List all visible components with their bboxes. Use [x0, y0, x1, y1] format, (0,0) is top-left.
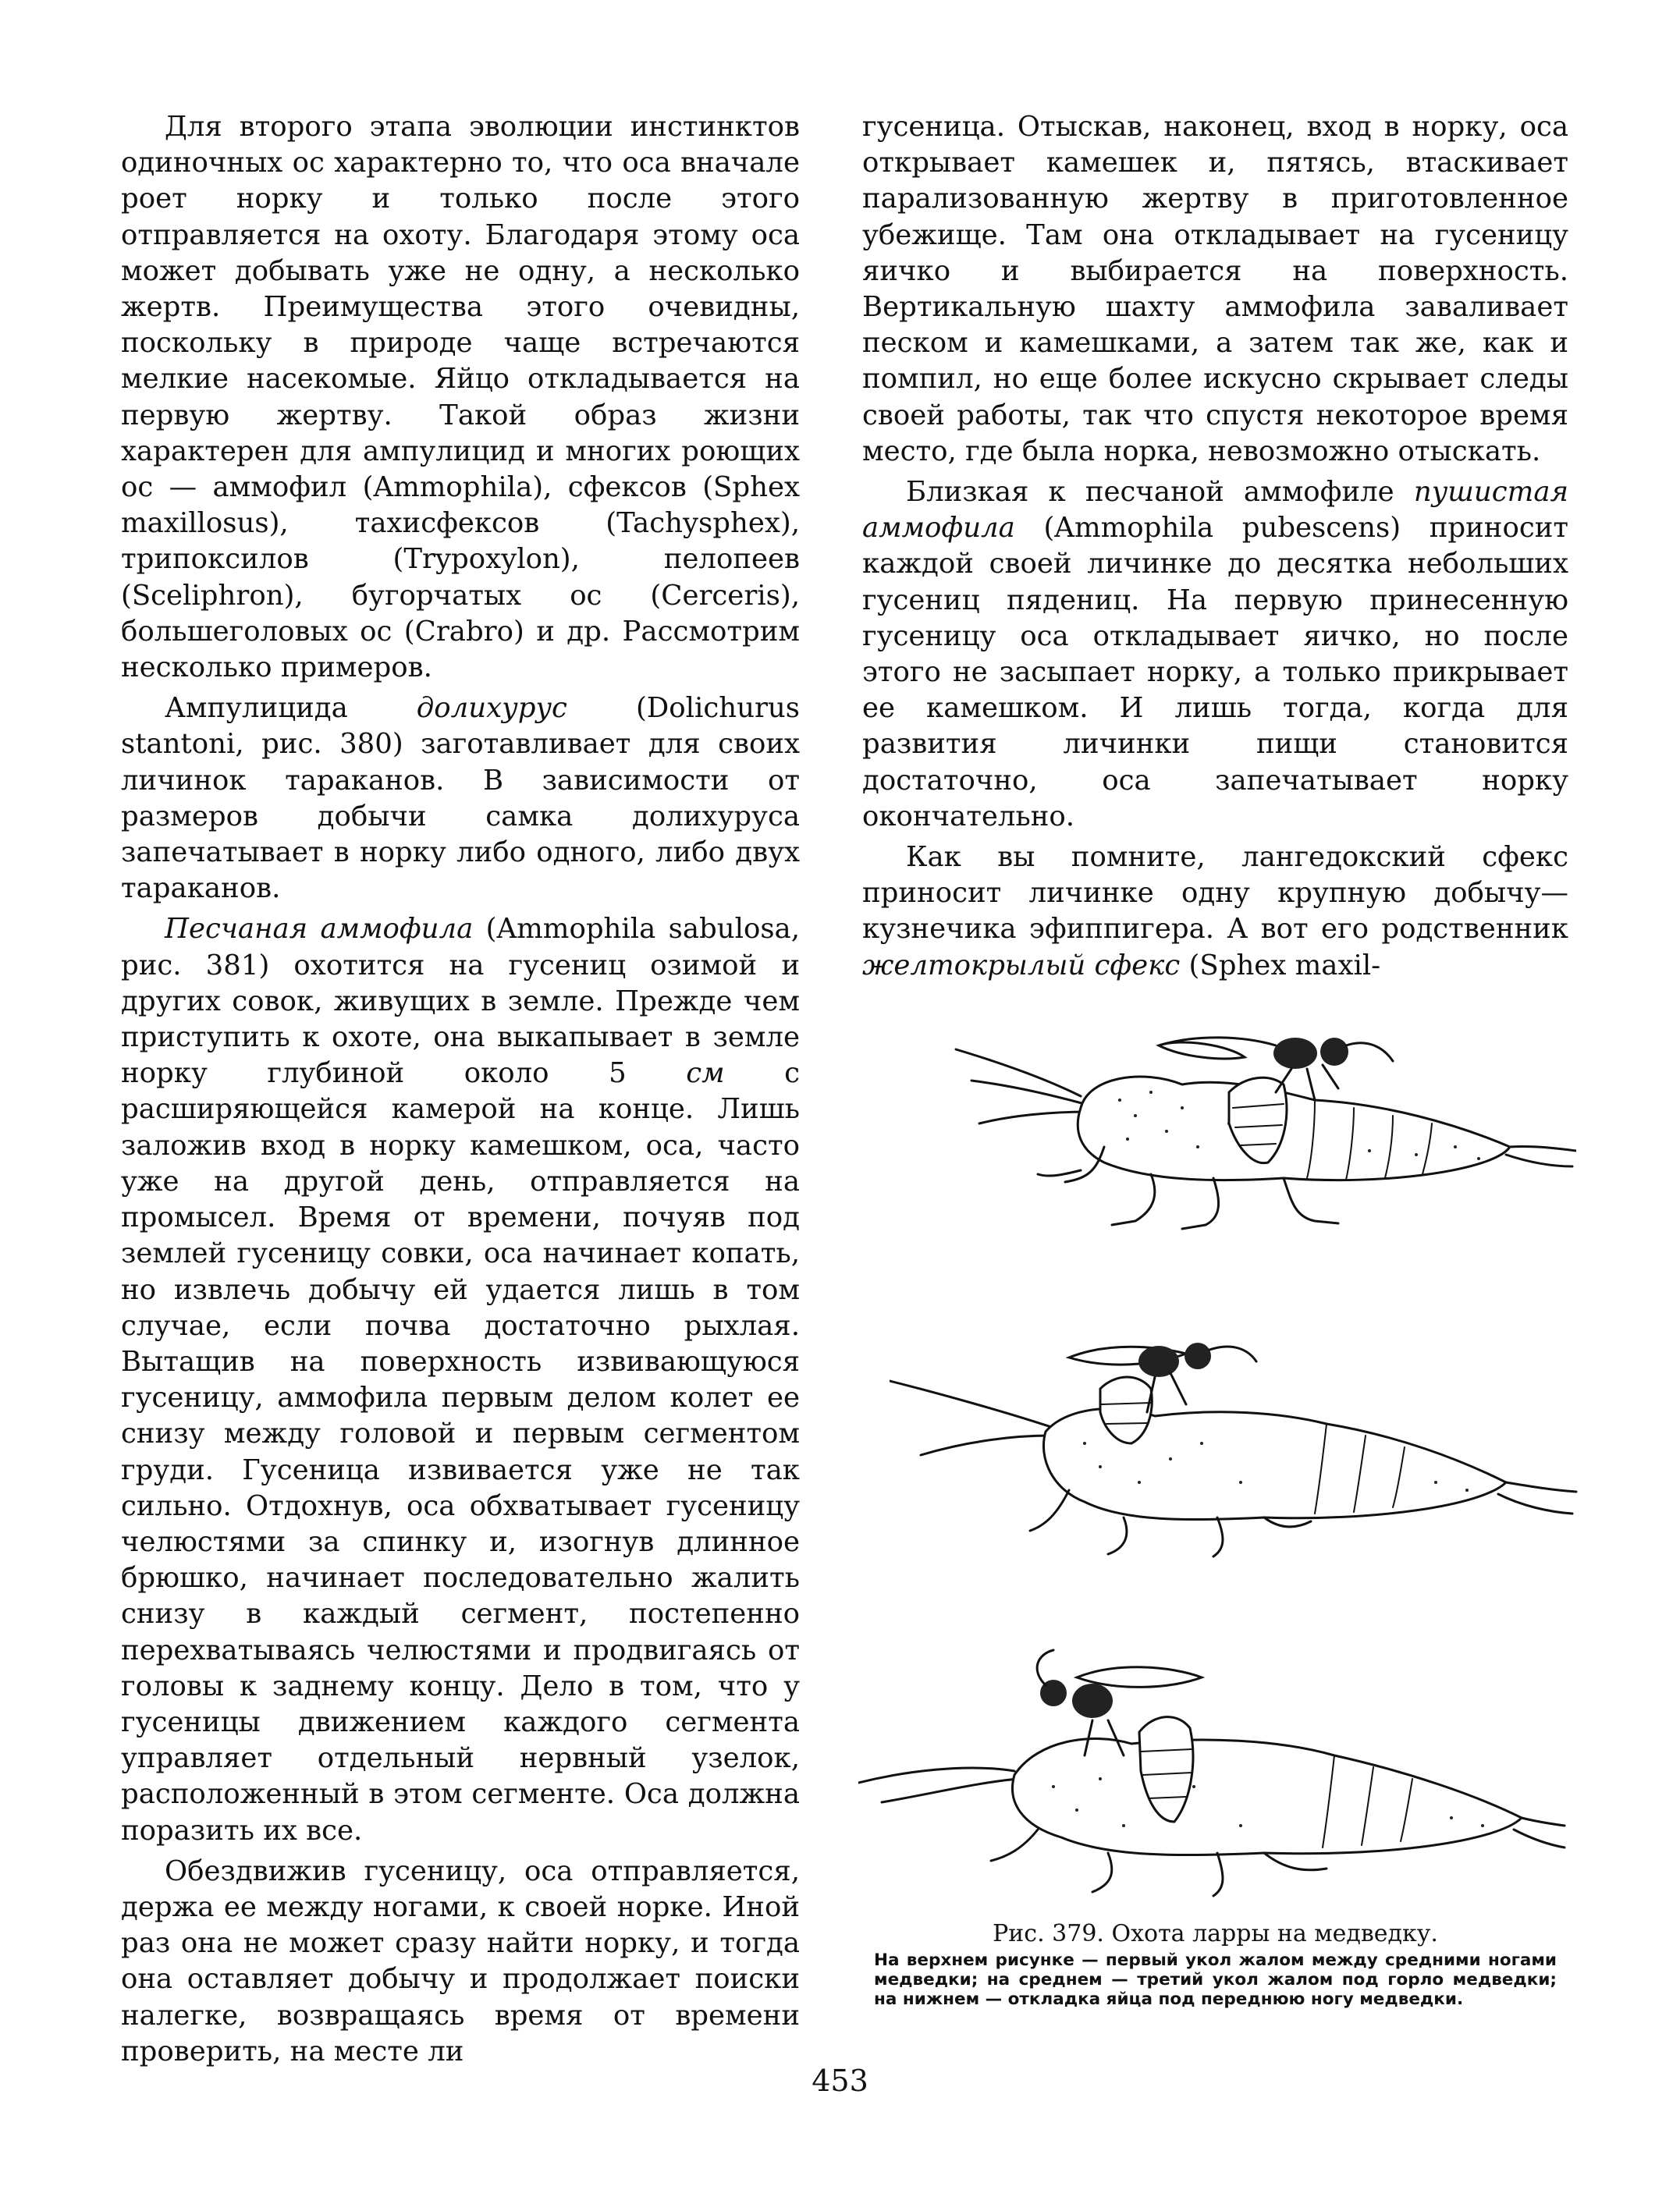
illustration-first-sting: [948, 1014, 1576, 1241]
term-dolichurus: долихурус: [416, 692, 567, 725]
left-column: [121, 109, 800, 2070]
term-sand-ammophila: Песчаная аммофила: [165, 913, 474, 946]
illustration-third-sting: [890, 1326, 1580, 1560]
term-hairy-ammophila: пушистая аммофила: [862, 476, 1568, 545]
paragraph-dolichurus: Ампулицида долихурус (Dolichurus stantoni, рис. 380) заготавливает для своих личинок тараканов. В зависимости от размеров добычи самка долихуруса запечатывает в норку либо одного, либо двух тараканов.: [121, 692, 800, 905]
right-column: [862, 109, 1568, 984]
paragraph-immobilized-caterpillar: Обездвижив гусеницу, оса отправляется, держа ее между ногами, к своей норке. Иной раз она не может сразу найти норку, и тогда она оставляет добычу и продолжает поиски налегке, возвращаясь время от времени проверить, на месте ли: [121, 1855, 800, 2068]
figure-caption: На верхнем рисунке — первый укол жалом между средними ногами медведки; на среднем — третий укол жалом под горло медведки; на нижнем — откладка яйца под переднюю ногу медведки.: [874, 1950, 1557, 2009]
unit-cm: см: [686, 1057, 725, 1090]
paragraph-wasp-evolution: Для второго этапа эволюции инстинктов одиночных ос характерно то, что оса вначале роет норку и только после этого отправляется на охоту. Благодаря этому оса может добывать уже не одну, а несколько жертв. Преимущества этого очевидны, поскольку в природе чаще встречаются мелкие насекомые. Яйцо откладывается на первую жертву. Такой образ жизни характерен для ампулицид и многих роющих ос — аммофил (Ammophila), сфексов (Sphex maxillosus), тахисфексов (Tachysphex), трипоксилов (Trypoxylon), пелопеев (Sceliphron), бугорчатых ос (Cerceris), большеголовых ос (Crabro) и др. Рассмотрим несколько примеров.: [121, 111, 800, 684]
illustration-egg-laying: [858, 1646, 1568, 1904]
page-number: 453: [812, 2064, 868, 2098]
figure-title: Рис. 379. Охота ларры на медведку.: [993, 1920, 1438, 1947]
term-yellow-winged-sphex: желтокрылый сфекс: [862, 949, 1181, 981]
paragraph-caterpillar-burrow: гусеница. Отыскав, наконец, вход в норку, оса открывает камешек и, пятясь, втаскивает парализованную жертву в приготовленное убежище. Там она откладывает на гусеницу яичко и выбирается на поверхность. Вертикальную шахту аммофила заваливает песком и камешками, а затем так же, как и помпил, но еще более искусно скрывает следы своей работы, так что спустя некоторое время место, где была норка, невозможно отыскать.: [862, 111, 1568, 467]
paragraph-hairy-ammophila: Близкая к песчаной аммофиле пушистая аммофила (Ammophila pubescens) приносит каждой своей личинке до десятка небольших гусениц пядениц. На первую принесенную гусеницу оса откладывает яичко, но после этого не засыпает норку, а только прикрывает ее камешком. И лишь тогда, когда для развития личинки пищи становится достаточно, оса запечатывает норку окончательно.: [862, 476, 1568, 832]
paragraph-sphex: Как вы помните, лангедокский сфекс приносит личинке одну крупную добычу— кузнечика эфиппигера. А вот его родственник желтокрылый сфекс (Sphex maxil-: [862, 841, 1568, 981]
paragraph-sand-ammophila: Песчаная аммофила (Ammophila sabulosa, рис. 381) охотится на гусениц озимой и других совок, живущих в земле. Прежде чем приступить к охоте, она выкапывает в земле норку глубиной около 5 см с расширяющейся камерой на конце. Лишь заложив вход в норку камешком, оса, часто уже на другой день, отправляется на промысел. Время от времени, почуяв под землей гусеницу совки, оса начинает копать, но извлечь добычу ей удается лишь в том случае, если почва достаточно рыхлая. Вытащив на поверхность извивающуюся гусеницу, аммофила первым делом колет ее снизу между головой и первым сегментом груди. Гусеница извивается уже не так сильно. Отдохнув, оса обхватывает гусеницу челюстями за спинку и, изогнув длинное брюшко, начинает последовательно жалить снизу в каждый сегмент, постепенно перехватываясь челюстями и продвигаясь от головы к заднему концу. Дело в том, что у гусеницы движением каждого сегмента управляет отдельный нервный узелок, расположенный в этом сегменте. Оса должна поразить их все.: [121, 913, 800, 1847]
